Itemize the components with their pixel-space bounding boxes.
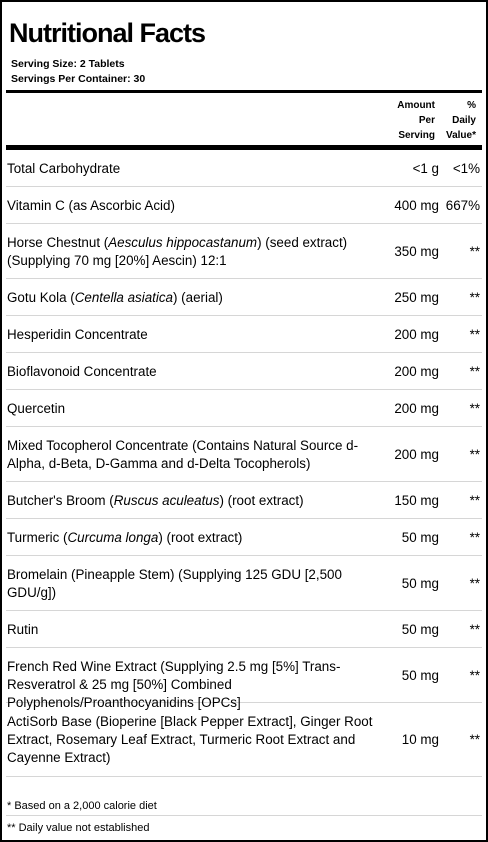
nutrient-name-text: Horse Chestnut ( bbox=[7, 235, 109, 250]
servings-per-container: Servings Per Container: 30 bbox=[11, 73, 146, 85]
nutrient-amount: 50 mg bbox=[401, 576, 439, 591]
nutrient-name-text: ) (root extract) bbox=[219, 493, 304, 508]
nutrient-name-text: Rutin bbox=[7, 622, 39, 637]
nutrient-daily-value: ** bbox=[469, 401, 480, 416]
nutrient-name bbox=[7, 437, 385, 473]
nutrient-amount: 200 mg bbox=[394, 447, 439, 462]
table-row bbox=[6, 482, 482, 519]
nutrient-name-text: Bromelain (Pineapple Stem) (Supplying 125 GDU [2,500 GDU/g]) bbox=[7, 567, 342, 600]
amount-per-serving-header bbox=[374, 98, 435, 143]
table-row bbox=[6, 390, 482, 427]
table-row bbox=[6, 224, 482, 279]
nutrient-name-text: ActiSorb Base (Bioperine [Black Pepper Extract], Ginger Root Extract, Rosemary Leaf Extract, Turmeric Root Extract and Cayenne Extract) bbox=[7, 714, 373, 765]
nutrient-amount: 50 mg bbox=[401, 668, 439, 683]
top-divider bbox=[6, 90, 482, 93]
table-row bbox=[6, 703, 482, 777]
serving-size: Serving Size: 2 Tablets bbox=[11, 58, 125, 70]
table-row bbox=[6, 150, 482, 187]
table-row bbox=[6, 427, 482, 482]
dv-header-line: % bbox=[467, 100, 476, 111]
nutrient-name-text: Quercetin bbox=[7, 401, 66, 416]
page-title: Nutritional Facts bbox=[9, 18, 206, 48]
nutrient-amount: 400 mg bbox=[394, 198, 439, 213]
nutrient-daily-value: ** bbox=[469, 622, 480, 637]
nutrient-daily-value: <1% bbox=[452, 161, 480, 176]
nutrient-name-latin: Aesculus hippocastanum bbox=[108, 235, 258, 250]
amount-header-line: Amount bbox=[397, 100, 435, 111]
nutrient-amount: 200 mg bbox=[394, 401, 439, 416]
nutrient-name bbox=[7, 234, 385, 270]
nutrient-name bbox=[7, 400, 385, 418]
table-row bbox=[6, 648, 482, 710]
nutrient-name bbox=[7, 566, 385, 602]
table-row bbox=[6, 519, 482, 556]
nutrient-name-text: French Red Wine Extract (Supplying 2.5 mg [5%] Trans-Resveratrol & 25 mg [50%] Combined Polyphenols/Proanthocyanidins [OPCs] bbox=[7, 659, 341, 710]
nutrient-name bbox=[7, 289, 385, 307]
nutrient-name bbox=[7, 326, 385, 344]
table-row bbox=[6, 316, 482, 353]
nutrient-name-text: Hesperidin Concentrate bbox=[7, 327, 148, 342]
dv-header-line: Daily bbox=[452, 115, 476, 126]
nutrient-amount: 10 mg bbox=[401, 732, 439, 747]
nutrient-amount: 150 mg bbox=[394, 493, 439, 508]
nutrient-amount: 200 mg bbox=[394, 327, 439, 342]
nutrient-name bbox=[7, 492, 385, 510]
nutrient-name-text: Total Carbohydrate bbox=[7, 161, 121, 176]
nutrient-daily-value: ** bbox=[469, 327, 480, 342]
table-row bbox=[6, 279, 482, 316]
nutrient-name-text: ) (seed extract) (Supplying 70 mg [20%] Aescin) 12:1 bbox=[7, 235, 348, 268]
nutrient-daily-value: ** bbox=[469, 364, 480, 379]
nutrient-name-latin: Centella asiatica bbox=[74, 290, 173, 305]
nutrient-name-text: Turmeric ( bbox=[7, 530, 68, 545]
nutrient-daily-value: ** bbox=[469, 447, 480, 462]
footnote-divider bbox=[6, 815, 482, 816]
table-row bbox=[6, 353, 482, 390]
nutrient-name bbox=[7, 363, 385, 381]
nutrient-name-latin: Curcuma longa bbox=[67, 530, 159, 545]
amount-header-line: Per bbox=[418, 115, 435, 126]
nutrient-daily-value: ** bbox=[469, 244, 480, 259]
nutrient-daily-value: ** bbox=[469, 668, 480, 683]
nutrient-name bbox=[7, 713, 385, 767]
nutrient-name-text: Gotu Kola ( bbox=[7, 290, 75, 305]
footnote-not-established: ** Daily value not established bbox=[7, 822, 150, 834]
nutrient-name bbox=[7, 529, 385, 547]
nutrient-name-text: ) (aerial) bbox=[173, 290, 223, 305]
nutrient-daily-value: ** bbox=[469, 732, 480, 747]
nutrient-amount: 50 mg bbox=[401, 622, 439, 637]
nutrient-name-text: Butcher's Broom ( bbox=[7, 493, 114, 508]
nutrient-name bbox=[7, 197, 385, 215]
nutrient-daily-value: ** bbox=[469, 290, 480, 305]
daily-value-header bbox=[438, 98, 476, 143]
nutrient-name-text: Mixed Tocopherol Concentrate (Contains Natural Source d-Alpha, d-Beta, D-Gamma and d-Delta Tocopherols) bbox=[7, 438, 359, 471]
nutrient-name bbox=[7, 621, 385, 639]
table-row bbox=[6, 556, 482, 611]
nutrient-name bbox=[7, 160, 385, 178]
nutrient-amount: 250 mg bbox=[394, 290, 439, 305]
nutrient-daily-value: ** bbox=[469, 576, 480, 591]
nutrient-daily-value: ** bbox=[469, 530, 480, 545]
nutrient-daily-value: ** bbox=[469, 493, 480, 508]
dv-header-line: Value* bbox=[445, 130, 476, 141]
table-row bbox=[6, 187, 482, 224]
nutrient-amount: <1 g bbox=[412, 161, 439, 176]
nutrient-name-text: ) (root extract) bbox=[158, 530, 243, 545]
footnote-calorie: * Based on a 2,000 calorie diet bbox=[7, 800, 157, 812]
nutrient-name-text: Vitamin C (as Ascorbic Acid) bbox=[7, 198, 175, 213]
nutrient-daily-value: 667% bbox=[445, 198, 480, 213]
nutrient-name-latin: Ruscus aculeatus bbox=[113, 493, 220, 508]
nutrient-amount: 200 mg bbox=[394, 364, 439, 379]
nutrient-amount: 350 mg bbox=[394, 244, 439, 259]
table-row bbox=[6, 611, 482, 648]
nutrient-amount: 50 mg bbox=[401, 530, 439, 545]
nutrient-table bbox=[6, 150, 482, 777]
nutrient-name-text: Bioflavonoid Concentrate bbox=[7, 364, 157, 379]
amount-header-line: Serving bbox=[398, 130, 435, 141]
